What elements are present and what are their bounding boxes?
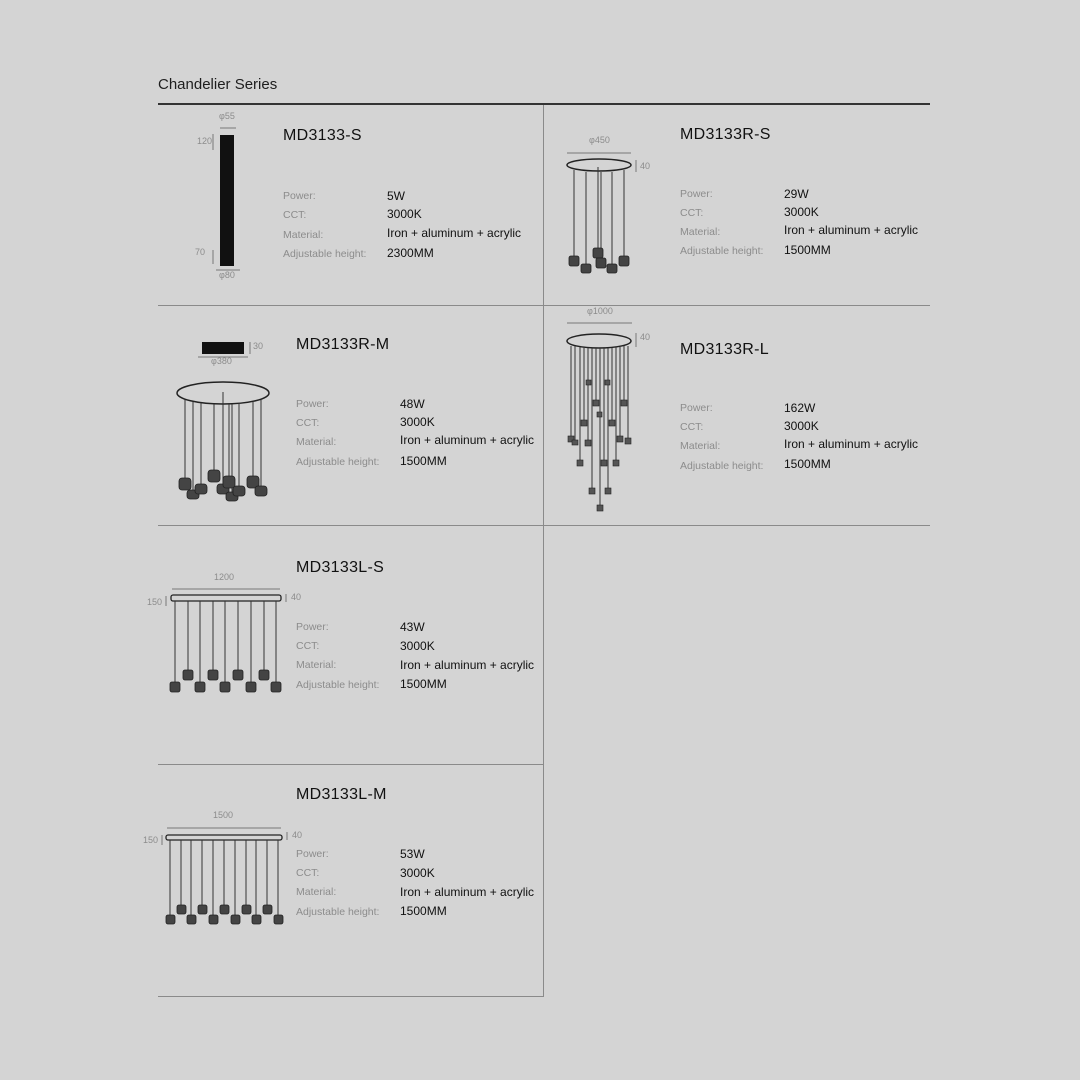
dimension-label: 40 [291, 592, 302, 602]
height-value: 1500MM [784, 457, 831, 471]
power-label: Power: [296, 398, 329, 410]
dimension-label: 120 [197, 136, 213, 146]
cct-value: 3000K [784, 205, 819, 219]
cct-label: CCT: [296, 640, 320, 652]
height-label: Adjustable height: [296, 906, 380, 918]
cct-value: 3000K [400, 415, 435, 429]
material-value: Iron + aluminum + acrylic [784, 223, 919, 237]
cct-label: CCT: [283, 209, 307, 221]
power-value: 29W [784, 187, 809, 201]
power-value: 162W [784, 401, 816, 415]
power-value: 48W [400, 397, 425, 411]
dimension-label: 1500 [213, 810, 234, 820]
cct-value: 3000K [387, 207, 422, 221]
model-name: MD3133-S [283, 127, 362, 144]
height-label: Adjustable height: [680, 460, 764, 472]
dimension-label: φ1000 [587, 306, 613, 316]
dimension-label: 150 [147, 597, 163, 607]
material-value: Iron + aluminum + acrylic [784, 437, 919, 451]
dimension-label: φ380 [211, 356, 232, 366]
height-label: Adjustable height: [283, 248, 367, 260]
model-name: MD3133L-S [296, 559, 385, 576]
cct-value: 3000K [784, 419, 819, 433]
page-title: Chandelier Series [158, 76, 278, 93]
height-value: 1500MM [400, 454, 447, 468]
material-label: Material: [296, 886, 337, 898]
material-value: Iron + aluminum + acrylic [400, 885, 535, 899]
cct-label: CCT: [680, 207, 704, 219]
dimension-label: 40 [292, 830, 303, 840]
height-value: 2300MM [387, 246, 434, 260]
material-value: Iron + aluminum + acrylic [400, 658, 535, 672]
power-label: Power: [296, 621, 329, 633]
model-name: MD3133R-S [680, 126, 771, 143]
height-value: 1500MM [400, 904, 447, 918]
material-label: Material: [283, 229, 324, 241]
power-label: Power: [283, 190, 316, 202]
power-value: 5W [387, 189, 405, 203]
dimension-label: φ450 [589, 135, 610, 145]
power-value: 43W [400, 620, 425, 634]
power-label: Power: [680, 402, 713, 414]
cct-label: CCT: [296, 867, 320, 879]
height-label: Adjustable height: [296, 456, 380, 468]
cct-label: CCT: [680, 421, 704, 433]
dimension-label: 30 [253, 341, 264, 351]
material-label: Material: [680, 226, 721, 238]
model-name: MD3133R-L [680, 341, 769, 358]
dimension-label: 40 [640, 332, 651, 342]
power-label: Power: [680, 188, 713, 200]
material-label: Material: [680, 440, 721, 452]
height-label: Adjustable height: [296, 679, 380, 691]
material-label: Material: [296, 659, 337, 671]
material-value: Iron + aluminum + acrylic [387, 226, 522, 240]
dimension-label: 40 [640, 161, 651, 171]
dimension-label: φ55 [219, 111, 235, 121]
height-value: 1500MM [400, 677, 447, 691]
dimension-label: 70 [195, 247, 206, 257]
model-name: MD3133R-M [296, 336, 390, 353]
material-label: Material: [296, 436, 337, 448]
height-label: Adjustable height: [680, 245, 764, 257]
cct-value: 3000K [400, 639, 435, 653]
cct-label: CCT: [296, 417, 320, 429]
cct-value: 3000K [400, 866, 435, 880]
power-value: 53W [400, 847, 425, 861]
model-name: MD3133L-M [296, 786, 387, 803]
dimension-label: φ80 [219, 270, 235, 280]
dimension-label: 1200 [214, 572, 235, 582]
height-value: 1500MM [784, 243, 831, 257]
power-label: Power: [296, 848, 329, 860]
material-value: Iron + aluminum + acrylic [400, 433, 535, 447]
dimension-label: 150 [143, 835, 159, 845]
